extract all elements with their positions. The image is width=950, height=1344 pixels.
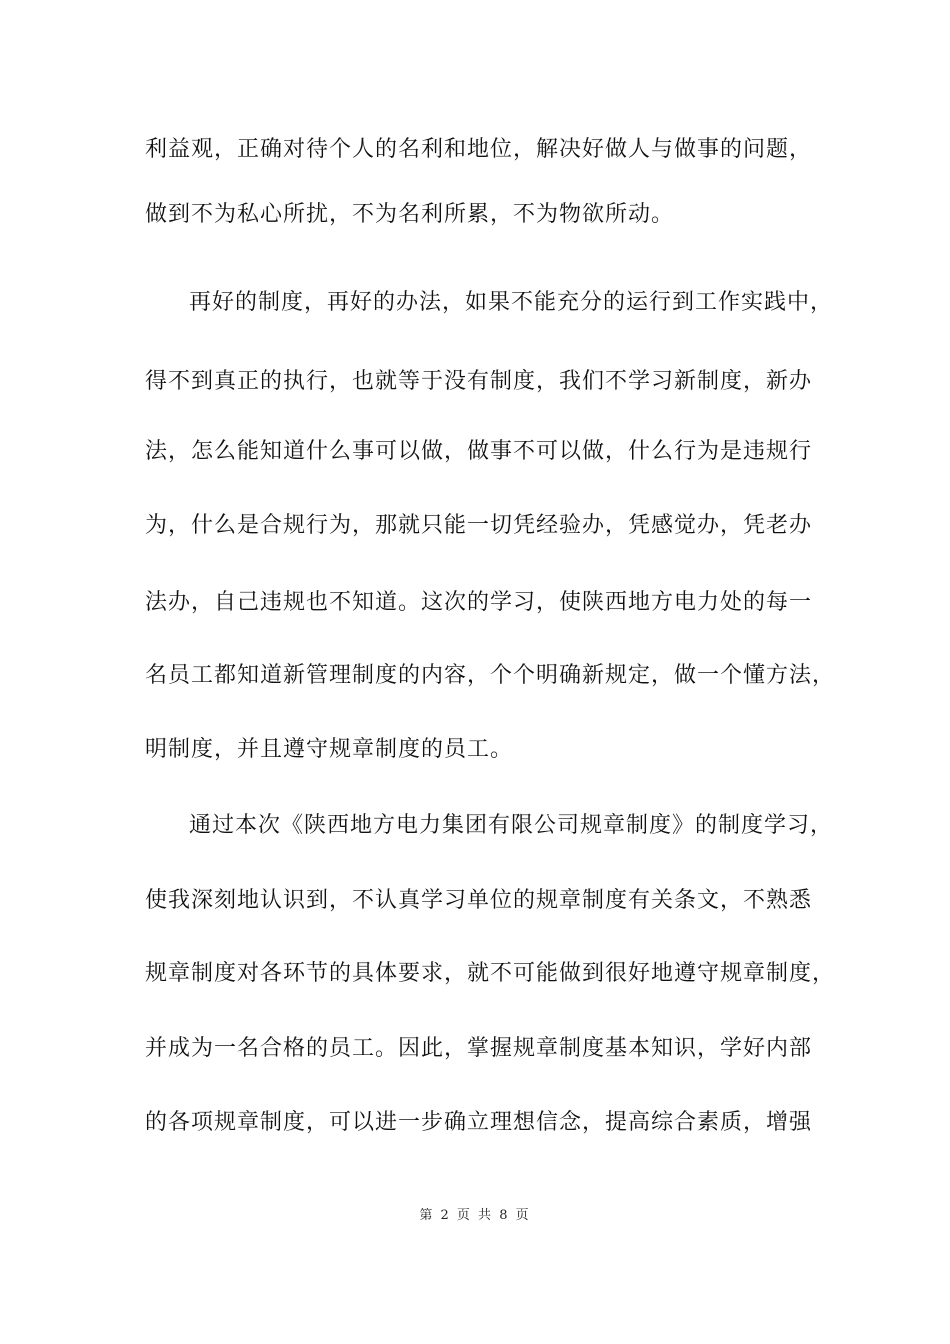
text-line: 利益观，正确对待个人的名利和地位，解决好做人与做事的问题，	[145, 137, 813, 162]
paragraph-first-line: 再好的制度，再好的办法，如果不能充分的运行到工作实践中，	[189, 290, 834, 315]
text-line: 做到不为私心所扰，不为名利所累，不为物欲所动。	[145, 202, 675, 227]
text-line: 为，什么是合规行为，那就只能一切凭经验办，凭感觉办，凭老办	[145, 513, 813, 538]
page-number-footer: 第 2 页 共 8 页	[419, 1208, 531, 1223]
text-line: 法办，自己违规也不知道。这次的学习，使陕西地方电力处的每一	[145, 590, 813, 615]
text-line: 使我深刻地认识到，不认真学习单位的规章制度有关条文，不熟悉	[145, 888, 813, 913]
text-line: 明制度，并且遵守规章制度的员工。	[145, 737, 514, 762]
text-line: 的各项规章制度，可以进一步确立理想信念，提高综合素质，增强	[145, 1110, 813, 1135]
text-line: 法，怎么能知道什么事可以做，做事不可以做，什么行为是违规行	[145, 439, 813, 464]
paragraph-first-line: 通过本次《陕西地方电力集团有限公司规章制度》的制度学习，	[189, 813, 834, 838]
text-line: 并成为一名合格的员工。因此，掌握规章制度基本知识，学好内部	[145, 1036, 813, 1061]
text-line: 得不到真正的执行，也就等于没有制度，我们不学习新制度，新办	[145, 369, 813, 394]
text-line: 规章制度对各环节的具体要求，就不可能做到很好地遵守规章制度，	[145, 961, 836, 986]
text-line: 名员工都知道新管理制度的内容，个个明确新规定，做一个懂方法，	[145, 663, 836, 688]
